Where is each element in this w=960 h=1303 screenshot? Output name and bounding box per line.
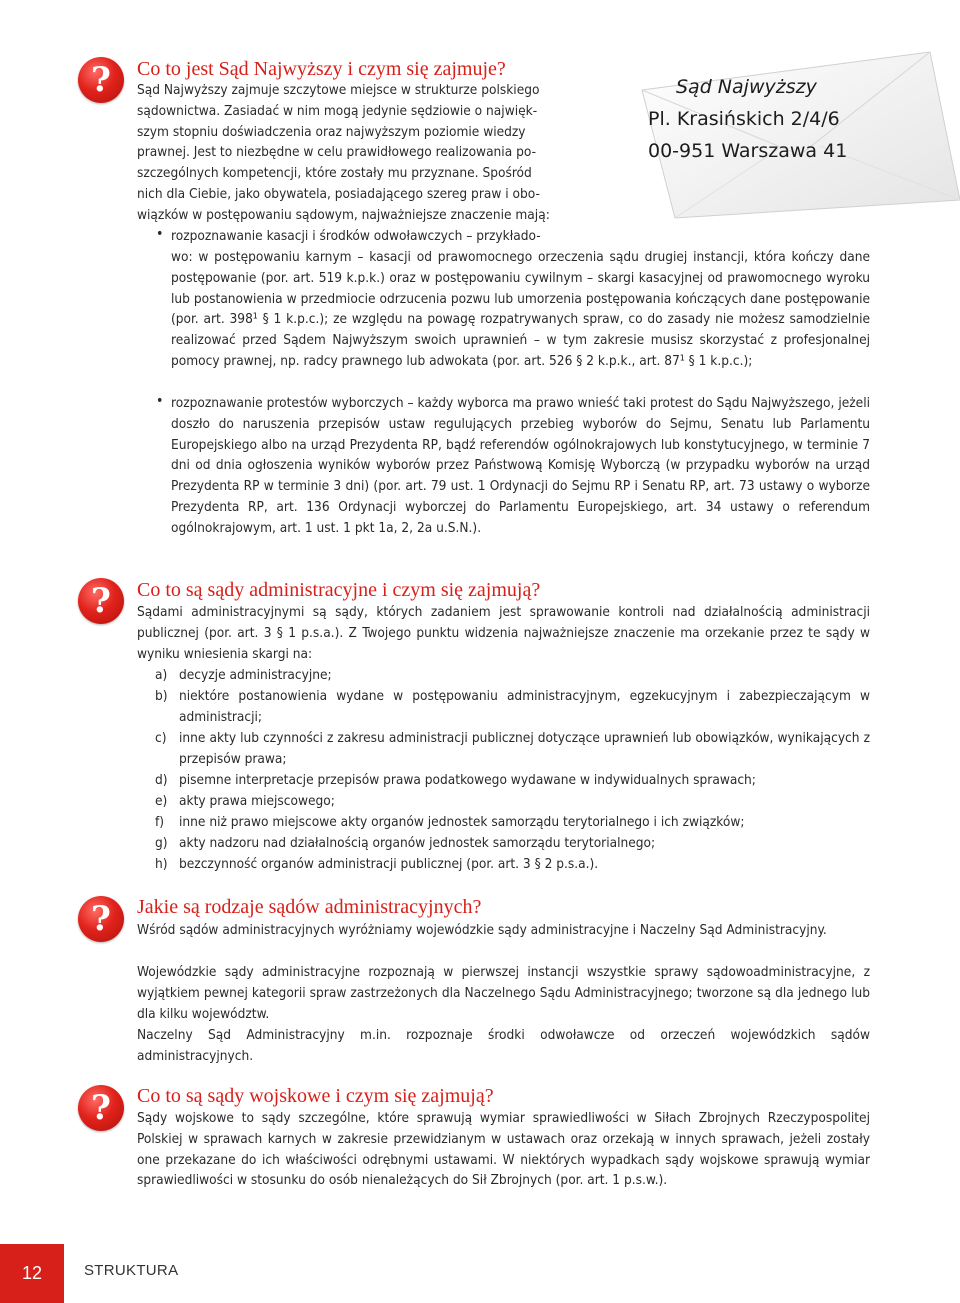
- list-item: akty nadzoru nad działalnością organów jednostek samorządu terytorialnego;: [179, 835, 656, 851]
- list-item: inne akty lub czynności z zakresu administracji publicznej dotyczące uprawnień lub obowiązków, wynikających z przepisów prawa;: [179, 730, 870, 767]
- intro-line: szym stopniu doświadczenia oraz najwyższym poziomie wiedzy: [137, 123, 526, 140]
- section-intro: Sądami administracyjnymi są sądy, których zadaniem jest sprawowanie kontroli nad działalnością administracji publicznej (por. art. 3 § 1 p.s.a.). Z Twojego punktu widzenia najważniejsze znaczenie ma orzekanie przez te sądy w wyniku wniesienia skargi na:: [137, 604, 870, 662]
- list-letter: c): [155, 730, 167, 746]
- intro-line: wiązków w postępowaniu sądowym, najważniejsze znaczenie mają:: [137, 206, 550, 223]
- bullet-dot: •: [156, 393, 164, 409]
- intro-line: szczególnych kompetencji, które zostały mu przyznane. Spośród: [137, 165, 532, 182]
- list-letter: g): [155, 835, 168, 851]
- bullet-dot: •: [156, 226, 164, 242]
- question-icon: ?: [78, 57, 124, 103]
- list-letter: a): [155, 667, 168, 683]
- section-intro-continued: [137, 184, 637, 226]
- bullet-text: rozpoznawanie protestów wyborczych – każdy wyborca ma prawo wnieść taki protest do Sądu Najwyższego, jeżeli doszło do naruszenia przepisów ustaw regulujących przebieg wyborów do Sejmu, Senatu lub Parlamentu Europejskiego albo na urząd Prezydenta RP, bądź referendów ogólnokrajowych lub konstytucyjnego, w terminie 7 dni od dnia ogłoszenia wyników wyborów przez Państwową Komisję Wyborczą (w przypadku wyborów na urząd Prezydenta RP w terminie 3 dni) (por. art. 79 ust. 1 Ordynacji do Sejmu RP i Senatu RP, art. 73 ustawy o wyborze Prezydenta RP, art. 136 Ordynacji wyborczej do Parlamentu Europejskiego, art. 34 ustawy o referendum ogólnokrajowym, art. 1 ust. 1 pkt 1a, 2, 2a u.S.N.).: [171, 395, 870, 536]
- envelope-street: Pl. Krasińskich 2/4/6: [648, 108, 840, 130]
- section-heading: Co to są sądy administracyjne i czym się zajmują?: [137, 579, 541, 601]
- paragraph: Sądy wojskowe to sądy szczególne, które sprawują wymiar sprawiedliwości w Siłach Zbrojnych Rzeczypospolitej Polskiej w sprawach karnych w zakresie przewidzianym w ustawach oraz orzekają w innych sprawach, jeżeli zostały one przekazane do ich właściwości odrębnymi ustawami. W niektórych wypadkach sądy wojskowe sprawują wymiar sprawiedliwości w stosunku do osób nienależących do Sił Zbrojnych (por. art. 1 p.s.w.).: [137, 1110, 870, 1189]
- paragraph: Wśród sądów administracyjnych wyróżniamy wojewódzkie sądy administracyjne i Naczelny Sąd Administracyjny.: [137, 922, 827, 938]
- section-intro: [137, 80, 607, 184]
- intro-line: Sąd Najwyższy zajmuje szczytowe miejsce w strukturze polskiego: [137, 82, 540, 98]
- section-label: STRUKTURA: [84, 1262, 179, 1279]
- list-letter: b): [155, 688, 168, 704]
- list-item: niektóre postanowienia wydane w postępowaniu administracyjnym, egzekucyjnym i zabezpieczającym w administracji;: [179, 688, 870, 725]
- paragraph: Naczelny Sąd Administracyjny m.in. rozpoznaje środki odwoławcze od orzeczeń wojewódzkich sądów administracyjnych.: [137, 1027, 870, 1064]
- list-item: pisemne interpretacje przepisów prawa podatkowego wydawane w indywidualnych sprawach;: [179, 772, 756, 788]
- list-letter: f): [155, 814, 165, 830]
- envelope-city: 00-951 Warszawa 41: [648, 140, 848, 162]
- list-item: bezczynność organów administracji publicznej (por. art. 3 § 2 p.s.a.).: [179, 856, 599, 872]
- question-icon: ?: [78, 896, 124, 942]
- question-icon: ?: [78, 578, 124, 624]
- list-item: akty prawa miejscowego;: [179, 793, 335, 809]
- section-heading: Co to jest Sąd Najwyższy i czym się zajmuje?: [137, 58, 506, 80]
- list-letter: e): [155, 793, 168, 809]
- section-heading: Co to są sądy wojskowe i czym się zajmują?: [137, 1085, 494, 1107]
- bullet-text: wo: w postępowaniu karnym – kasacji od prawomocnego orzeczenia sądu drugiej instancji, która kończy dane postępowanie (por. art. 519 k.p.k.) oraz w postępowaniu cywilnym – skargi kasacyjnej od prawomocnego wyroku lub postanowienia w przedmiocie odrzucenia pozwu lub umorzenia postępowania kończących dane postępowanie (por. art. 398¹ § 1 k.p.c.); ze względu na powagę rozpatrywanych spraw, co do zasady nie możesz samodzielnie realizować przed Sądem Najwyższym swoich uprawnień – w tym zakresie musisz skorzystać z profesjonalnej pomocy prawnej, np. radcy prawnego lub adwokata (por. art. 526 § 2 k.p.k., art. 87¹ § 1 k.p.c.);: [171, 249, 870, 369]
- list-letter: d): [155, 772, 168, 788]
- list-letter: h): [155, 856, 168, 872]
- question-icon: ?: [78, 1085, 124, 1131]
- bullet-first-line: rozpoznawanie kasacji i środków odwoławczych – przykłado-: [171, 228, 541, 244]
- envelope-recipient: Sąd Najwyższy: [676, 76, 817, 98]
- list-item: decyzje administracyjne;: [179, 667, 332, 683]
- list-item: inne niż prawo miejscowe akty organów jednostek samorządu terytorialnego i ich związków;: [179, 814, 745, 830]
- intro-line: nich dla Ciebie, jako obywatela, posiadającego szereg praw i obo-: [137, 186, 540, 202]
- intro-line: sądownictwa. Zasiadać w nim mogą jedynie sędziowie o najwięk-: [137, 102, 538, 119]
- intro-line: prawnej. Jest to niezbędne w celu prawidłowego realizowania po-: [137, 144, 536, 161]
- section-heading: Jakie są rodzaje sądów administracyjnych?: [137, 896, 482, 918]
- paragraph: Wojewódzkie sądy administracyjne rozpoznają w pierwszej instancji wszystkie sprawy sądowoadministracyjne, z wyjątkiem pewnej kategorii spraw zastrzeżonych dla Naczelnego Sądu Administracyjnego; tworzone są dla jednego lub dla kilku województw.: [137, 964, 870, 1022]
- page-number: 12: [0, 1244, 64, 1303]
